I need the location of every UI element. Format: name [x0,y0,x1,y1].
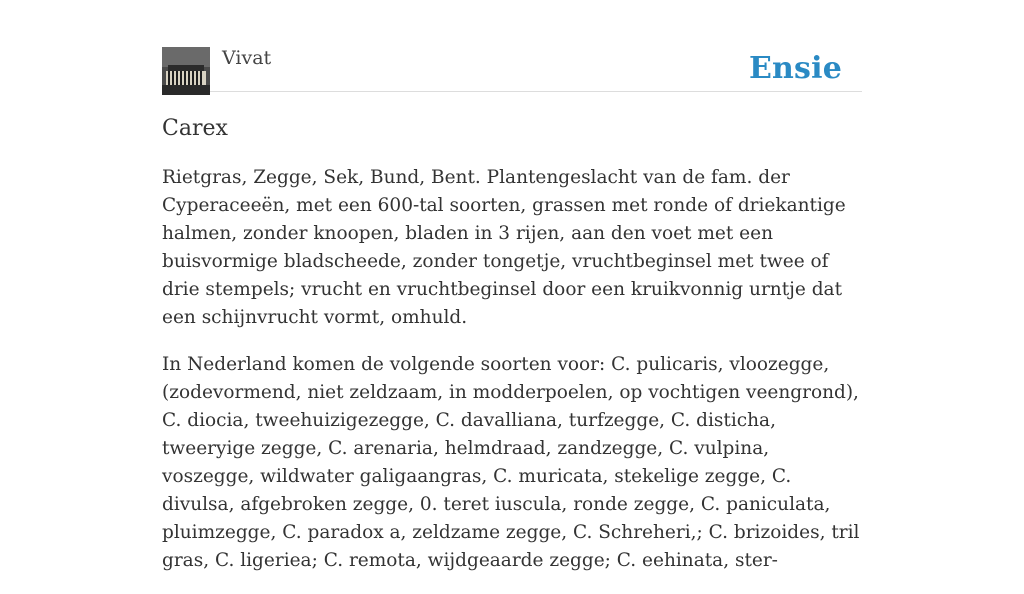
article-container [162,46,862,594]
profile-photo-icon [162,47,210,95]
avatar[interactable] [162,47,210,95]
paragraph: Rietgras, Zegge, Sek, Bund, Bent. Plantengeslacht van de fam. der Cyperaceeën, met een 600-tal soorten, grassen met ronde of driekantige halmen, zonder knoopen, bladen in 3 rijen, aan den voet met een buisvormige bladscheede, zonder tongetje, vruchtbeginsel met twee of drie stempels; vrucht en vruchtbeginsel door een kruikvonnig urntje dat een schijnvrucht vormt, omhuld. [162,167,846,328]
brand-logo[interactable]: Ensie [748,51,842,86]
header [162,46,862,92]
page-title: Carex [162,116,228,141]
article-body [162,164,862,575]
author-name[interactable]: Vivat [222,47,272,69]
paragraph: In Nederland komen de volgende soorten voor: C. pulicaris, vloozegge, (zodevormend, niet zeldzaam, in modderpoelen, op vochtigen veengrond), C. diocia, tweehuizigezegge, C. davalliana, turfzegge, C. disticha, tweeryige zegge, C. arenaria, helmdraad, zandzegge, C. vulpina, voszegge, wildwater galigaangras, C. muricata, stekelige zegge, C. divulsa, afgebroken zegge, 0. teret iuscula, ronde zegge, C. paniculata, pluimzegge, C. paradox a, zeldzame zegge, C. Schreheri,; C. brizoides, tril gras, C. ligeriea; C. remota, wijdgeaarde zegge; C. eehinata, ster- [162,354,860,571]
